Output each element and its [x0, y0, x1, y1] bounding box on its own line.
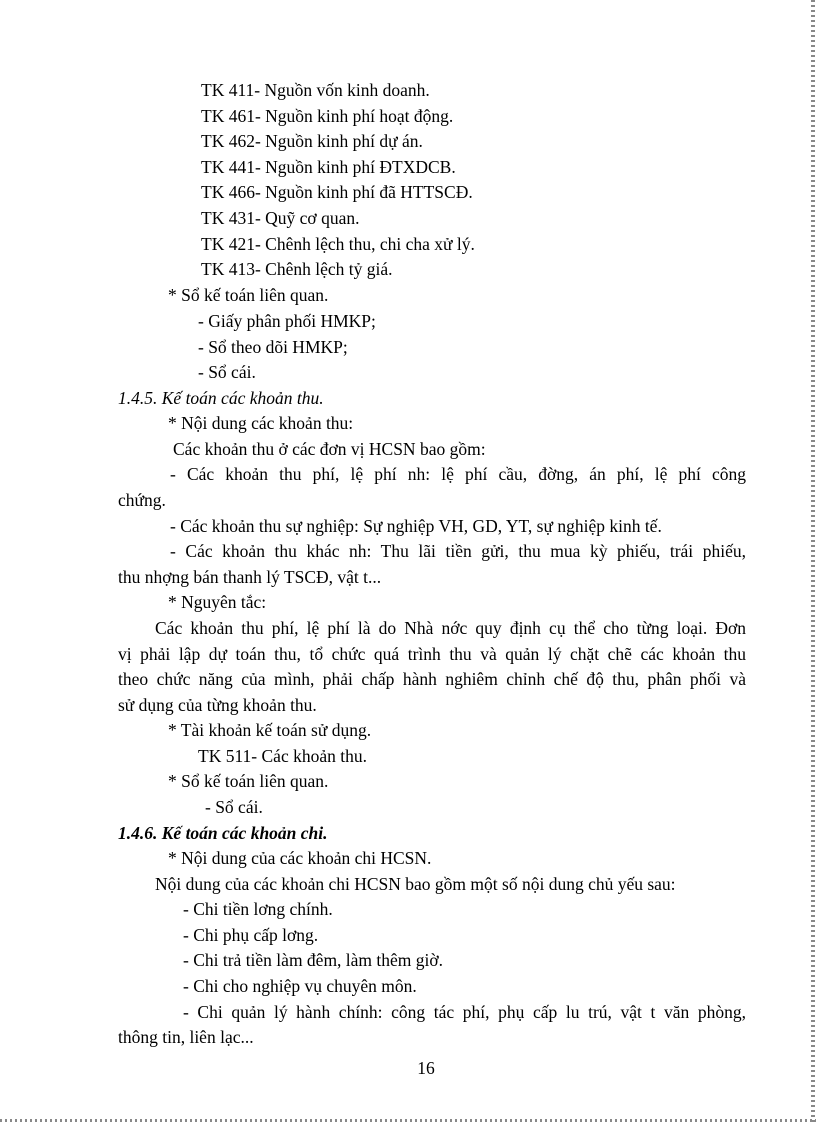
other-fees-line-end: thu nhợng bán thanh lý TSCĐ, vật t...: [118, 567, 382, 587]
fees-line: - Các khoản thu phí, lệ phí nh: lệ phí cầu, đờng, án phí, lệ phí công: [170, 464, 746, 484]
related-books-heading: * Sổ kế toán liên quan.: [168, 285, 329, 305]
account-line: TK 413- Chênh lệch tỷ giá.: [201, 259, 393, 279]
related-book-item: - Sổ cái.: [205, 797, 263, 817]
account-line: TK 461- Nguồn kinh phí hoạt động.: [201, 106, 454, 126]
expense-item: - Chi phụ cấp lơng.: [183, 925, 319, 945]
content-heading: * Nội dung các khoản thu:: [168, 413, 354, 433]
principle-heading: * Nguyên tắc:: [168, 592, 267, 612]
page-edge-right: [811, 0, 815, 1123]
principle-line: vị phải lập dự toán thu, tổ chức quá trình thu và quản lý chặt chẽ các khoản thu: [118, 644, 746, 664]
expense-item-end: thông tin, liên lạc...: [118, 1027, 254, 1047]
account-line: TK 411- Nguồn vốn kinh doanh.: [201, 80, 430, 100]
account-line: TK 462- Nguồn kinh phí dự án.: [201, 131, 423, 151]
section-title-146: 1.4.6. Kế toán các khoản chi.: [118, 823, 328, 843]
other-fees-line: - Các khoản thu khác nh: Thu lãi tiền gửi, thu mua kỳ phiếu, trái phiếu,: [170, 541, 746, 561]
expense-item: - Chi cho nghiệp vụ chuyên môn.: [183, 976, 417, 996]
expense-item: - Chi quản lý hành chính: công tác phí, phụ cấp lu trú, vật t văn phòng,: [183, 1002, 746, 1022]
principle-line: theo chức năng của mình, phải chấp hành nghiêm chỉnh chế độ thu, phân phối và: [118, 669, 746, 689]
related-book-item: - Sổ theo dõi HMKP;: [198, 337, 348, 357]
expense-item: - Chi trả tiền làm đêm, làm thêm giờ.: [183, 950, 444, 970]
intro-line: Các khoản thu ở các đơn vị HCSN bao gồm:: [173, 439, 486, 459]
account-line: TK 441- Nguồn kinh phí ĐTXDCB.: [201, 157, 456, 177]
principle-line-end: sử dụng của từng khoản thu.: [118, 695, 317, 715]
account-heading: * Tài khoản kế toán sử dụng.: [168, 720, 372, 740]
content-heading: * Nội dung của các khoản chi HCSN.: [168, 848, 432, 868]
account-line: TK 431- Quỹ cơ quan.: [201, 208, 360, 228]
page-number: 16: [417, 1058, 435, 1078]
career-fees-line: - Các khoản thu sự nghiệp: Sự nghiệp VH, GD, YT, sự nghiệp kinh tế.: [170, 516, 662, 536]
related-books-heading: * Sổ kế toán liên quan.: [168, 771, 329, 791]
expense-item: - Chi tiền lơng chính.: [183, 899, 333, 919]
intro-line: Nội dung của các khoản chi HCSN bao gồm một số nội dung chủ yếu sau:: [155, 874, 676, 894]
page-edge-bottom: [0, 1119, 816, 1122]
related-book-item: - Giấy phân phối HMKP;: [198, 311, 376, 331]
section-title-145: 1.4.5. Kế toán các khoản thu.: [118, 388, 324, 408]
related-book-item: - Sổ cái.: [198, 362, 256, 382]
account-line: TK 511- Các khoản thu.: [198, 746, 367, 766]
account-line: TK 466- Nguồn kinh phí đã HTTSCĐ.: [201, 182, 473, 202]
account-line: TK 421- Chênh lệch thu, chi cha xử lý.: [201, 234, 475, 254]
principle-line: Các khoản thu phí, lệ phí là do Nhà nớc quy định cụ thể cho từng loại. Đơn: [155, 618, 746, 638]
fees-line-end: chứng.: [118, 490, 166, 510]
